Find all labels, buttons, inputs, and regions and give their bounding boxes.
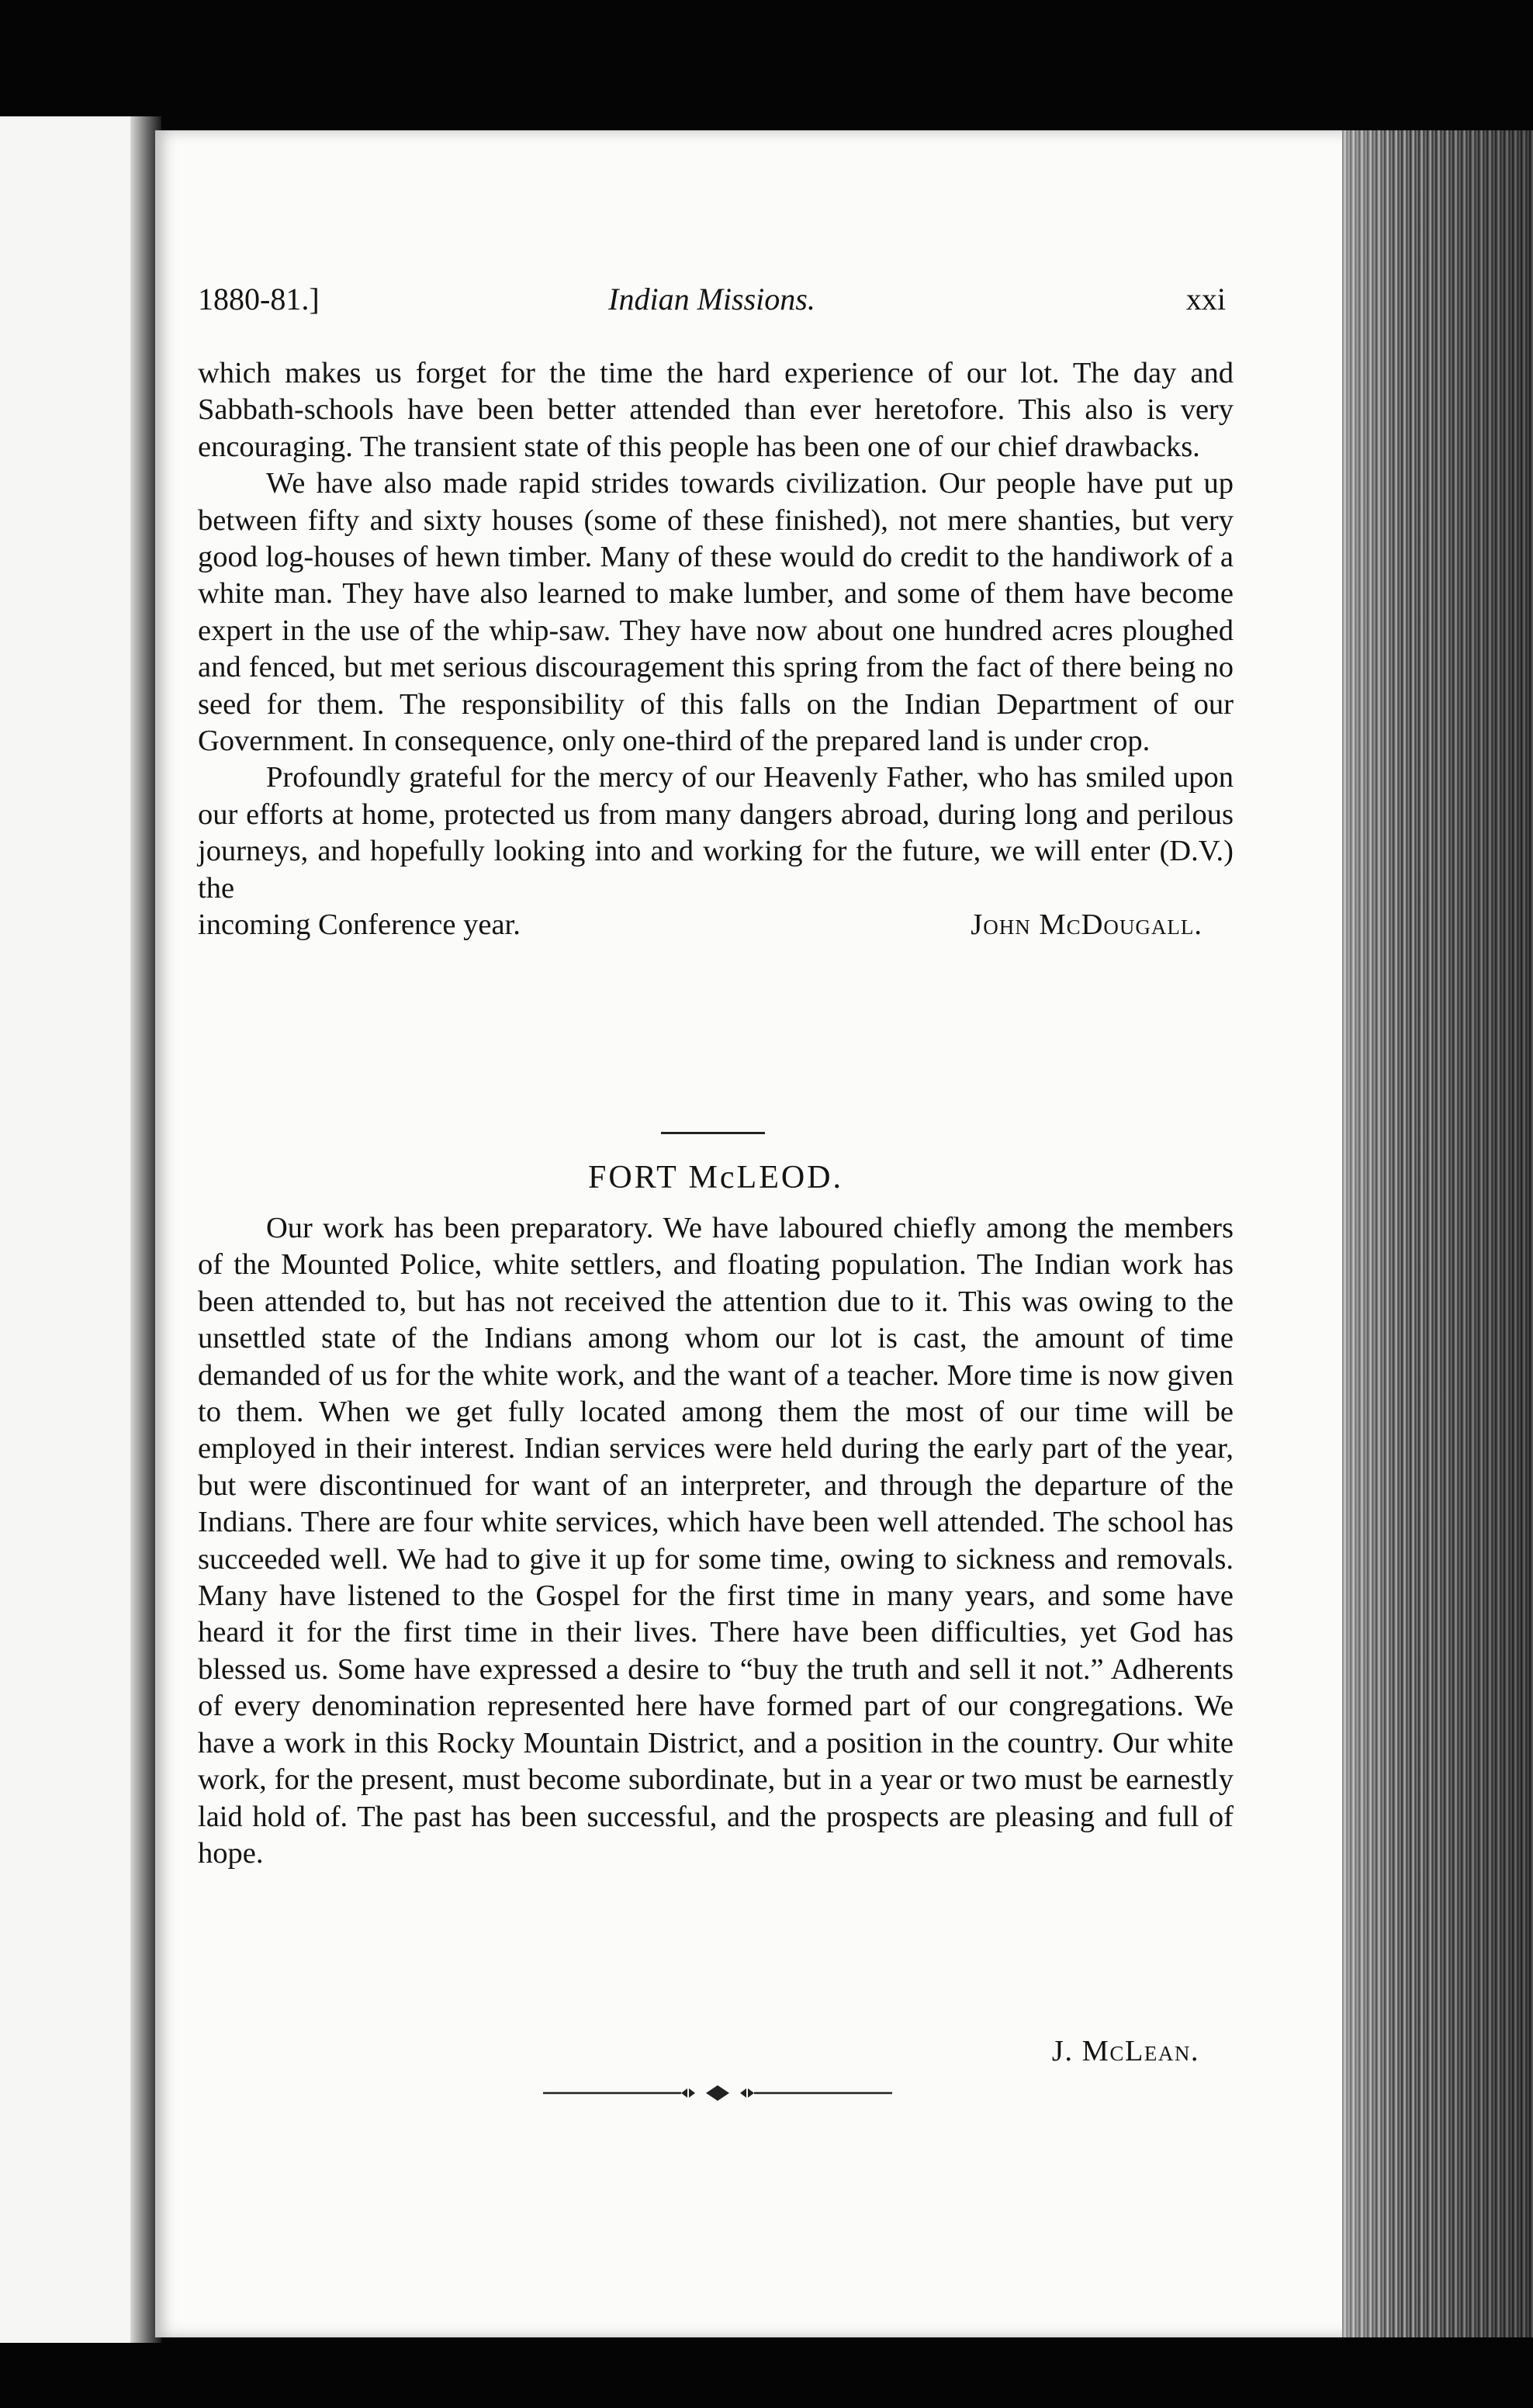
section-title-fort-mcleod: FORT McLEOD. bbox=[587, 1160, 844, 1195]
running-header bbox=[198, 281, 1226, 327]
paragraph-2: We have also made rapid strides towards civilization. Our people have put up between fifty and sixty houses (some of these finished), not mere shanties, but very good log-houses of hewn timber. Many of these would do credit to the handiwork of a white man. They have also learned to make lumber, and some of them have become expert in the use of the whip-saw. They have now about one hundred acres ploughed and fenced, but met serious discouragement this spring from the fact of there being no seed for them. The responsibility of this falls on the Indian Department of our Government. In consequence, only one-third of the prepared land is under crop. bbox=[198, 467, 1234, 758]
page-number: xxi bbox=[1185, 282, 1226, 317]
paragraph-3-ending: incoming Conference year. bbox=[198, 908, 521, 942]
paragraph-3: Profoundly grateful for the mercy of our Heavenly Father, who has smiled upon our efforts at home, protected us from many dangers abroad, during long and perilous journeys, and hopefully looking into and working for the future, we will enter (D.V.) the bbox=[198, 761, 1234, 905]
fort-mcleod-paragraph: Our work has been preparatory. We have laboured chiefly among the members of the Mounted Police, white settlers, and floating population. The Indian work has been attended to, but has not received the attention due to it. This was owing to the unsettled state of the Indians among whom our lot is cast, the amount of time demanded of us for the white work, and the want of a teacher. More time is now given to them. When we get fully located among them the most of our time will be employed in their interest. Indian services were held during the early part of the year, but were discontinued for want of an interpreter, and through the departure of the Indians. There are four white services, which have been well attended. The school has succeeded well. We had to give it up for some time, owing to sickness and removals. Many have listened to the Gospel for the first time in many years, and some have heard it for the first time in their lives. There have been difficulties, yet God has blessed us. Some have expressed a desire to “buy the truth and sell it not.” Adherents of every denomination represented here have formed part of our congregations. We have a work in this Rocky Mountain District, and a position in the country. Our white work, for the present, must become subordinate, but in a year or two must be earnestly laid hold of. The past has been successful, and the prospects are pleasing and full of hope. bbox=[198, 1212, 1234, 1870]
header-year: 1880-81.] bbox=[198, 282, 320, 317]
signature-john-mcdougall: John McDougall. bbox=[971, 908, 1203, 942]
paragraph-3-last-line bbox=[198, 907, 1234, 943]
scan-background-bottom bbox=[0, 2335, 1533, 2408]
paragraph-1: which makes us forget for the time the hard experience of our lot. The day and Sabbath-schools have been better attended than ever heretofore. This also is very encouraging. The transient state of this people has been one of our chief drawbacks. bbox=[198, 357, 1234, 463]
section-fort-mcleod bbox=[198, 1210, 1234, 1872]
page-fore-edge-shade bbox=[1342, 130, 1533, 2337]
end-ornament bbox=[543, 2081, 892, 2105]
scan-background-top bbox=[0, 0, 1533, 133]
header-title: Indian Missions. bbox=[608, 282, 815, 317]
section-mcdougall bbox=[198, 355, 1234, 943]
signature-j-mclean: J. McLean. bbox=[1051, 2035, 1199, 2067]
section-divider bbox=[661, 1132, 765, 1134]
